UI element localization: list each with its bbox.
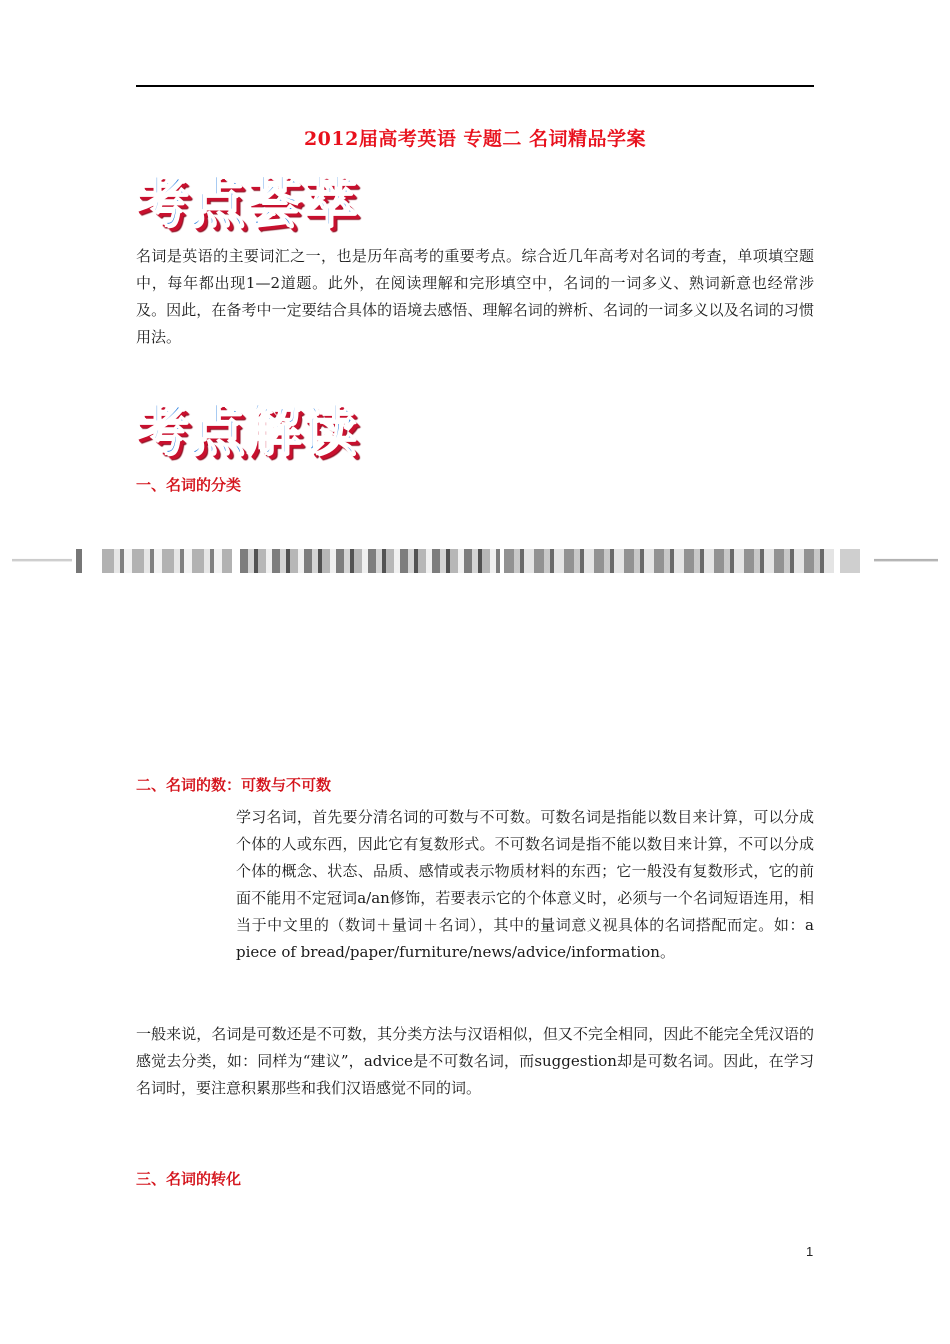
section-heading-noun-conversion: 三、名词的转化 (136, 1170, 242, 1188)
section-heading-noun-classification: 一、名词的分类 (136, 476, 242, 494)
banner-heading-highlights: 考点荟萃 (134, 170, 358, 234)
glitch-block (840, 549, 860, 573)
page-number: 1 (806, 1244, 814, 1259)
intro-paragraph: 名词是英语的主要词汇之一，也是历年高考的重要考点。综合近几年高考对名词的考查，单项填空题中，每年都出现1—2道题。此外，在阅读理解和完形填空中，名词的一词多义、熟词新意也经常涉及。因此，在备考中一定要结合具体的语境去感悟、理解名词的辨析、名词的一词多义以及名词的习惯用法。 (136, 247, 814, 346)
glitch-block (12, 549, 72, 573)
countable-explanation-paragraph (136, 804, 814, 966)
garbled-table-strip (12, 549, 938, 573)
classification-note-paragraph: 一般来说，名词是可数还是不可数，其分类方法与汉语相似，但又不完全相同，因此不能完全凭汉语的感觉去分类，如：同样为“建议”，advice是不可数名词，而suggestion却是可数名词。因此，在学习名词时，要注意积累那些和我们汉语感觉不同的词。 (136, 1025, 814, 1097)
glitch-block (504, 549, 834, 573)
document-title: 2012届高考英语 专题二 名词精品学案 (303, 128, 647, 150)
header-rule (136, 85, 814, 87)
countable-explanation-text: 学习名词，首先要分清名词的可数与不可数。可数名词是指能以数目来计算，可以分成个体的人或东西，因此它有复数形式。不可数名词是指不能以数目来计算，不可以分成个体的概念、状态、品质、感情或表示物质材料的东西；它一般没有复数形式，它的前面不能用不定冠词a/an修饰，若要表示它的个体意义时，必须与一个名词短语连用，相当于中文里的（数词＋量词＋名词），其中的量词意义视具体的名词搭配而定。如：a piece of bread/paper/furniture/news/advice/information。 (236, 808, 814, 961)
section-heading-countable-uncountable: 二、名词的数：可数与不可数 (136, 776, 332, 794)
glitch-block (76, 549, 82, 573)
glitch-block (874, 549, 938, 573)
glitch-block (240, 549, 500, 573)
banner-heading-explanation: 考点解读 (134, 398, 358, 462)
glitch-block (102, 549, 232, 573)
